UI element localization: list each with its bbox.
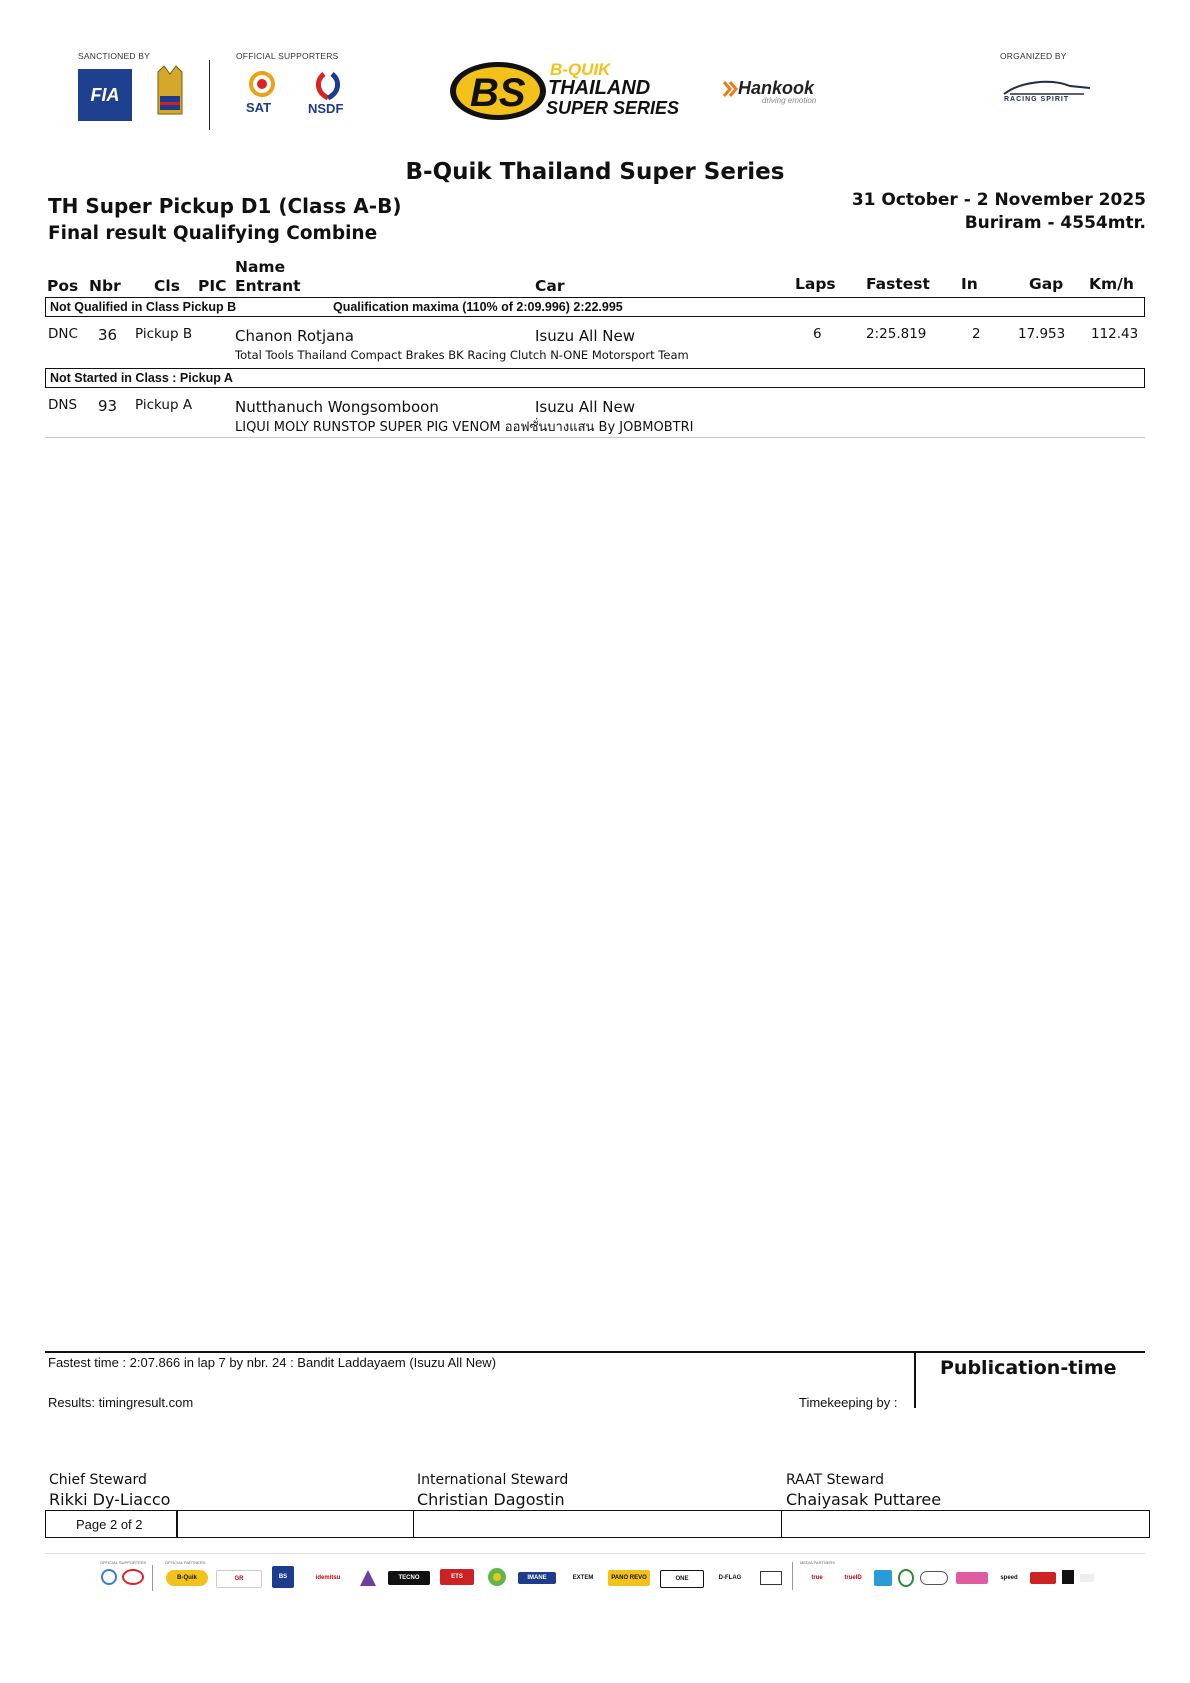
sponsor-divider: [152, 1565, 153, 1591]
col-gap: Gap: [1029, 275, 1064, 293]
publication-time-label: Publication-time: [940, 1357, 1117, 1379]
col-fastest: Fastest: [866, 275, 930, 293]
sponsor-logo: ONE: [660, 1570, 704, 1588]
hankook-tagline: driving emotion: [762, 96, 817, 105]
col-in: In: [961, 275, 978, 293]
official-supporters-label: OFFICIAL SUPPORTERS: [236, 51, 339, 61]
row-pos: DNS: [48, 397, 78, 413]
sponsor-logo: PANO REVO: [608, 1570, 650, 1586]
fia-logo-text: FIA: [90, 84, 120, 105]
row-driver-name: Chanon Rotjana: [235, 327, 354, 345]
footer-top-rule: [45, 1351, 1145, 1353]
row-kmh: 112.43: [1091, 326, 1139, 342]
hankook-logo: [722, 78, 832, 108]
chief-steward-name: Rikki Dy-Liacco: [49, 1490, 171, 1509]
class-group-header: [45, 368, 1145, 388]
sponsor-divider: [792, 1562, 793, 1590]
row-pos: DNC: [48, 326, 78, 342]
signature-divider: [781, 1511, 782, 1537]
sponsor-supporter-logo: [122, 1569, 144, 1585]
col-pic: PIC: [198, 277, 227, 295]
col-pos: Pos: [47, 277, 79, 295]
international-steward-label: International Steward: [417, 1472, 569, 1488]
row-car: Isuzu All New: [535, 327, 635, 345]
event-venue: Buriram - 4554mtr.: [964, 213, 1146, 233]
sponsor-logo-mark: [874, 1570, 892, 1586]
sponsor-supporter-logo: [101, 1569, 117, 1585]
sponsor-logo: EXTEM: [566, 1572, 600, 1584]
row-nbr: 36: [98, 326, 118, 344]
nsdf-logo: [306, 72, 350, 120]
sponsor-logo: idemitsu: [302, 1570, 354, 1586]
international-steward-name: Christian Dagostin: [417, 1490, 565, 1509]
signature-divider: [413, 1511, 414, 1537]
series-logo-line3: SUPER SERIES: [546, 98, 680, 118]
row-entrant: LIQUI MOLY RUNSTOP SUPER PIG VENOM ออฟซั่นบางแสน By JOBMOBTRI: [235, 420, 694, 435]
sponsor-strip-rule: [45, 1553, 1145, 1554]
signature-boxes: [45, 1510, 1150, 1538]
sat-logo-text: SAT: [246, 100, 272, 115]
nsdf-logo-text: NSDF: [308, 101, 344, 116]
result-row: [0, 322, 1190, 366]
sponsor-supporters-label: OFFICIAL SUPPORTERS: [100, 1560, 147, 1565]
session-title: Final result Qualifying Combine: [48, 223, 378, 244]
page-box-divider: [176, 1511, 178, 1537]
sat-logo: [242, 70, 282, 118]
col-name: Name: [235, 258, 286, 276]
col-kmh: Km/h: [1089, 275, 1134, 293]
sponsor-logo: BS: [272, 1566, 294, 1588]
col-car: Car: [535, 277, 565, 295]
sponsor-logo-mark: [956, 1572, 988, 1584]
timekeeping-label: Timekeeping by :: [799, 1395, 898, 1410]
table-end-rule: [45, 437, 1145, 438]
row-car: Isuzu All New: [535, 398, 635, 416]
result-row: [0, 393, 1190, 437]
row-driver-name: Nutthanuch Wongsomboon: [235, 398, 439, 416]
sanctioned-by-label: SANCTIONED BY: [78, 51, 151, 61]
series-logo: [448, 58, 688, 124]
col-entrant: Entrant: [235, 277, 301, 295]
row-in: 2: [972, 326, 981, 342]
sponsor-logo: TECNO: [388, 1571, 430, 1585]
sponsor-logo: trueID: [838, 1572, 868, 1584]
hankook-logo-text: Hankook: [738, 78, 815, 98]
event-title: TH Super Pickup D1 (Class A-B): [48, 194, 402, 218]
sponsor-logo-mark: [1062, 1570, 1074, 1584]
svg-text:BS: BS: [470, 71, 526, 115]
organized-by-label: ORGANIZED BY: [1000, 51, 1067, 61]
row-gap: 17.953: [1018, 326, 1066, 342]
raat-steward-label: RAAT Steward: [786, 1472, 885, 1488]
fastest-time-info: Fastest time : 2:07.866 in lap 7 by nbr. 24 : Bandit Laddayaem (Isuzu All New): [48, 1355, 497, 1370]
fia-logo: [78, 69, 132, 121]
event-dates: 31 October - 2 November 2025: [851, 190, 1146, 210]
row-entrant: Total Tools Thailand Compact Brakes BK Racing Clutch N-ONE Motorsport Team: [235, 348, 689, 362]
sponsor-partners-label: OFFICIAL PARTNERS: [165, 1560, 206, 1565]
sponsor-logo-mark: [1080, 1574, 1094, 1582]
sponsor-logo: speed: [994, 1572, 1024, 1584]
raat-steward-name: Chaiyasak Puttaree: [786, 1490, 942, 1509]
sponsor-media-label: MEDIA PARTNERS: [800, 1560, 835, 1565]
qualification-maxima-note: Qualification maxima (110% of 2:09.996) 2:22.995: [333, 300, 623, 314]
sponsor-logo-mark: [358, 1568, 378, 1588]
class-group-title: Not Started in Class : Pickup A: [50, 371, 233, 385]
page-number: Page 2 of 2: [76, 1517, 143, 1532]
sponsor-logo: true: [800, 1572, 834, 1584]
sponsor-logo: IMANE: [518, 1572, 556, 1584]
class-group-header: [45, 297, 1145, 317]
col-laps: Laps: [795, 275, 836, 293]
sponsor-logo: GR: [216, 1570, 262, 1588]
sponsor-logo: B-Quik: [166, 1570, 208, 1586]
sponsor-logo: ETS: [440, 1569, 474, 1585]
results-source: Results: timingresult.com: [48, 1395, 194, 1410]
header-divider: [209, 60, 210, 130]
raat-emblem-logo: [152, 64, 188, 120]
class-group-title: Not Qualified in Class Pickup B: [50, 300, 237, 314]
row-laps: 6: [813, 326, 822, 342]
sponsor-logo-mark: [898, 1569, 914, 1587]
sponsor-logo-mark: [760, 1571, 782, 1585]
col-cls: Cls: [154, 277, 180, 295]
page-title: B-Quik Thailand Super Series: [405, 159, 785, 185]
col-nbr: Nbr: [89, 277, 121, 295]
series-logo-line1: B-QUIK: [550, 60, 611, 79]
racing-spirit-text: RACING SPIRIT: [1004, 96, 1070, 103]
row-nbr: 93: [98, 397, 118, 415]
footer-divider: [914, 1351, 916, 1408]
row-cls: Pickup A: [135, 397, 193, 413]
sponsor-logo: D-FLAG: [712, 1572, 748, 1584]
racing-spirit-logo: [1000, 78, 1094, 108]
row-fastest: 2:25.819: [866, 326, 927, 342]
sponsor-logo-mark: [1030, 1572, 1056, 1584]
sponsor-logo-mark: [486, 1566, 508, 1588]
series-logo-line2: THAILAND: [548, 77, 651, 99]
chief-steward-label: Chief Steward: [49, 1472, 147, 1488]
row-cls: Pickup B: [135, 326, 193, 342]
sponsor-logo-mark: [920, 1571, 948, 1585]
